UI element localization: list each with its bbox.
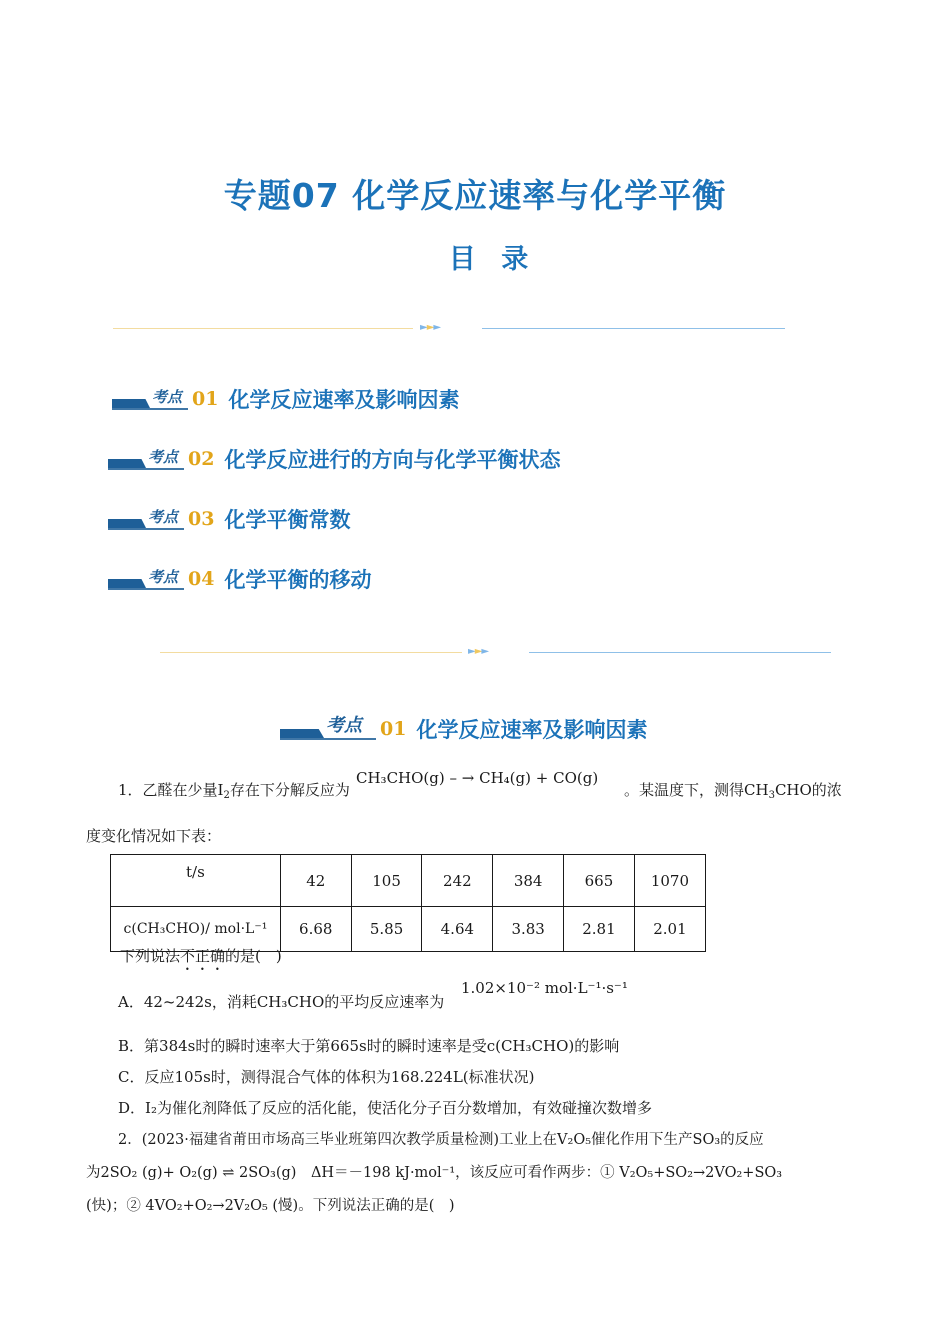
toc-item-number: 02 [188, 448, 215, 470]
table-cell: 665 [564, 855, 635, 907]
q1-stem: 下列说法不正确的是( ) [120, 947, 282, 965]
kaodian-badge-icon: 考点 [108, 508, 184, 530]
table-cell: 3.83 [493, 907, 564, 952]
kaodian-badge-icon: 考点 [112, 388, 188, 410]
section-heading [280, 714, 647, 744]
section-label: 化学反应速率及影响因素 [416, 718, 648, 742]
emphasis-text: 不正确 [180, 947, 226, 965]
option-d[interactable]: D．I₂为催化剂降低了反应的活化能，使活化分子百分数增加，有效碰撞次数增多 [118, 1099, 652, 1117]
kaodian-badge-icon: 考点 [108, 448, 184, 470]
toc-item-label: 化学反应速率及影响因素 [228, 388, 460, 412]
separator-right [482, 328, 785, 329]
toc-item[interactable] [108, 504, 560, 534]
table-header-cell: t/s [111, 855, 281, 907]
table-cell: 6.68 [280, 907, 351, 952]
toc-item[interactable] [112, 384, 560, 414]
toc-list [108, 384, 560, 594]
q2-line1: 2．(2023·福建省莆田市场高三毕业班第四次教学质量检测)工业上在V₂O₅催化作用下生产SO₃的反应 [118, 1132, 764, 1148]
table-cell: 384 [493, 855, 564, 907]
table-row [111, 907, 706, 952]
table-cell: 2.81 [564, 907, 635, 952]
toc-item-number: 03 [188, 508, 215, 530]
table-cell: 5.85 [351, 907, 422, 952]
separator-right [529, 652, 831, 653]
toc-item[interactable] [108, 564, 560, 594]
option-a-rate: 1.02×10⁻² mol·L⁻¹·s⁻¹ [461, 979, 628, 997]
q2-line2: 为2SO₂ (g)+ O₂(g) ⇌ 2SO₃(g) ΔH＝－198 kJ·mol⁻¹，该反应可看作两步：① V₂O₅+SO₂→2VO₂+SO₃ [86, 1165, 783, 1181]
concentration-table [110, 854, 706, 952]
q1-line1: 1．乙醛在少量$I_2$存在下分解反应为 [118, 781, 350, 801]
table-cell: 242 [422, 855, 493, 907]
toc-item-number: 01 [192, 388, 219, 410]
toc-item-label: 化学反应进行的方向与化学平衡状态 [224, 448, 561, 472]
toc-item-label: 化学平衡的移动 [224, 568, 372, 592]
toc-heading: 目 录 [448, 244, 537, 275]
page-title: 专题07 化学反应速率与化学平衡 [223, 176, 727, 215]
table-cell: 105 [351, 855, 422, 907]
separator-left [160, 652, 462, 653]
separator-left [113, 328, 413, 329]
q1-line2: 度变化情况如下表： [86, 827, 222, 845]
table-cell: 1070 [634, 855, 705, 907]
table-cell: 2.01 [634, 907, 705, 952]
table-header-cell: c(CH₃CHO)/ mol·L⁻¹ [111, 907, 281, 952]
toc-item-label: 化学平衡常数 [224, 508, 351, 532]
kaodian-badge-icon: 考点 [280, 718, 376, 740]
q2-line3: (快)；② 4VO₂+O₂→2V₂O₅ (慢)。下列说法正确的是( ) [86, 1198, 455, 1214]
toc-item-number: 04 [188, 568, 215, 590]
q1-line1-end: 。某温度下，测得$CH_3CHO$的浓 [624, 781, 842, 801]
table-cell: 4.64 [422, 907, 493, 952]
kaodian-badge-icon: 考点 [108, 568, 184, 590]
separator-arrows-icon: ►►► [468, 646, 489, 657]
section-number: 01 [380, 718, 407, 740]
option-c[interactable]: C．反应105s时，测得混合气体的体积为168.224L(标准状况) [118, 1068, 535, 1086]
table-row [111, 855, 706, 907]
option-b[interactable]: B．第384s时的瞬时速率大于第665s时的瞬时速率是受c(CH₃CHO)的影响 [118, 1037, 620, 1055]
toc-item[interactable] [108, 444, 560, 474]
separator-arrows-icon: ►►► [420, 322, 441, 333]
option-a[interactable]: A．42~242s，消耗CH₃CHO的平均反应速率为 [118, 993, 445, 1011]
table-cell: 42 [280, 855, 351, 907]
q1-equation: CH₃CHO(g) – → CH₄(g) + CO(g) [356, 769, 599, 787]
